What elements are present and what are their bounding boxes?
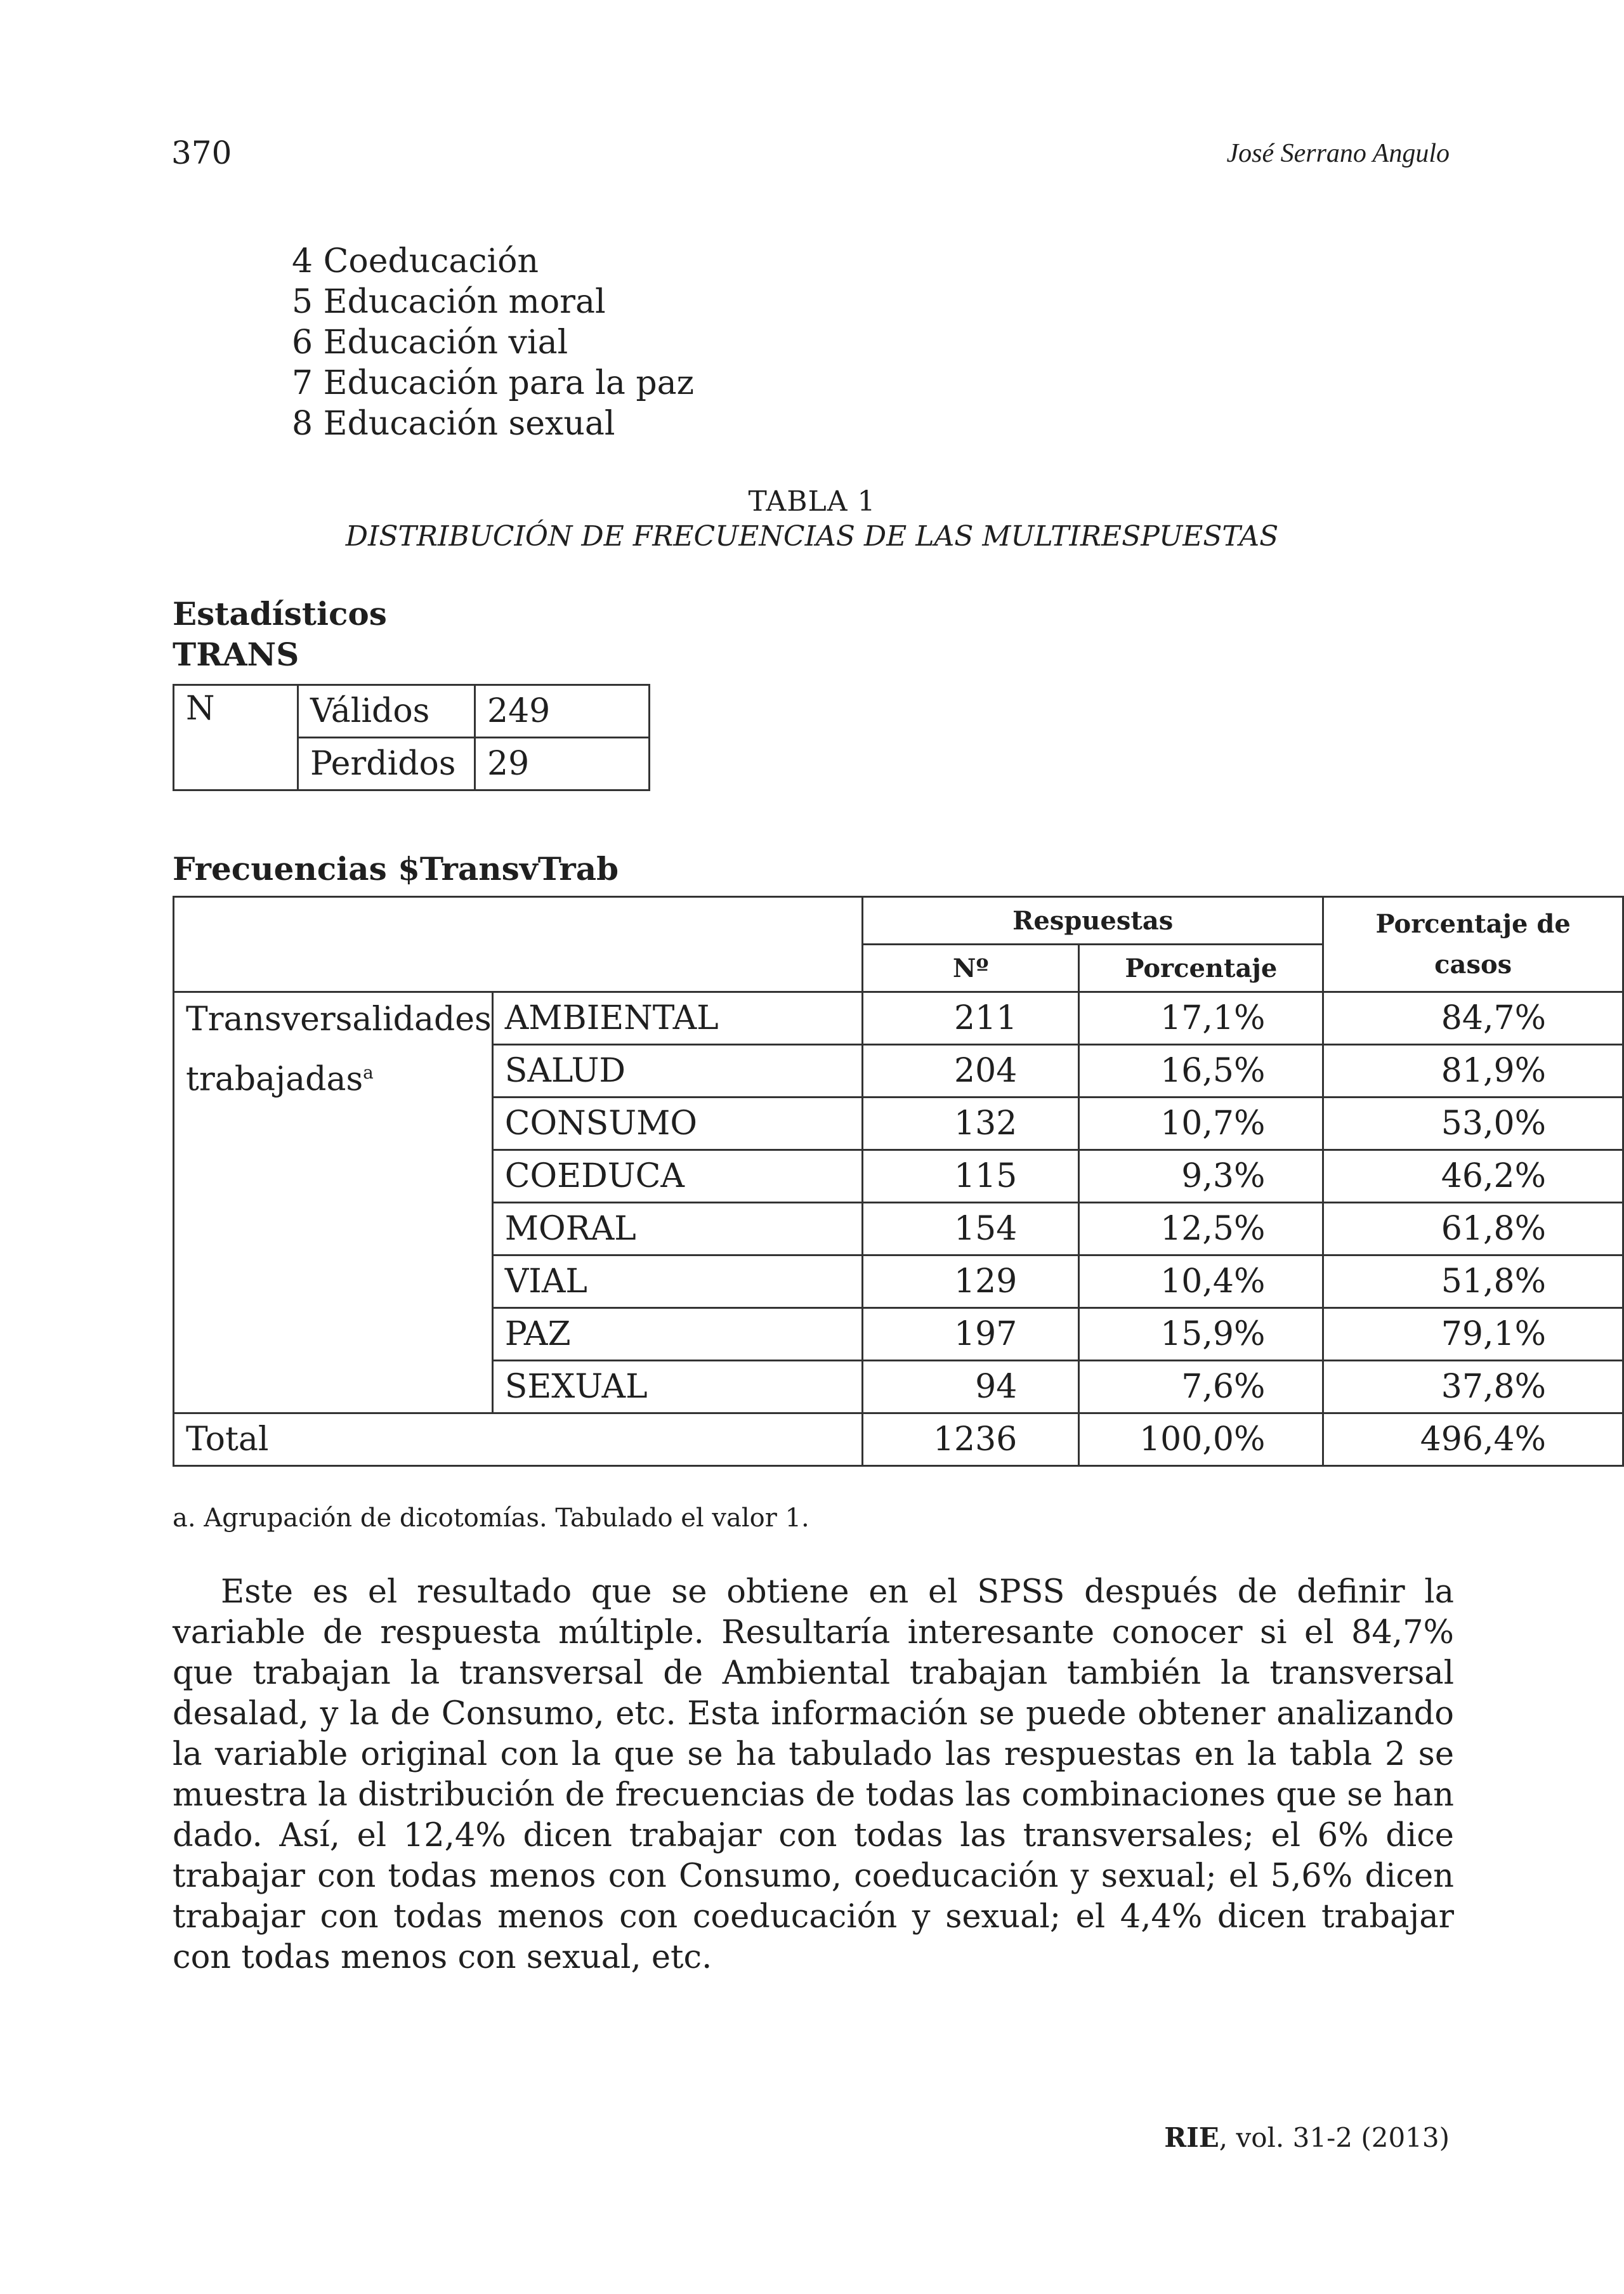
running-head: José Serrano Angulo — [1226, 139, 1450, 168]
list-item: 6 Educación vial — [292, 324, 568, 362]
total-label: Total — [174, 1413, 863, 1466]
header-blank-cell — [174, 897, 863, 992]
header-n: Nº — [863, 945, 1079, 992]
count-cell: 204 — [863, 1045, 1079, 1098]
table-row — [174, 992, 1623, 1045]
stats-variable: TRANS — [173, 636, 299, 673]
header-porcentaje: Porcentaje — [1079, 945, 1323, 992]
percent-cell: 15,9% — [1079, 1308, 1323, 1361]
cases-cell: 81,9% — [1323, 1045, 1623, 1098]
count-cell: 94 — [863, 1361, 1079, 1413]
cases-cell: 53,0% — [1323, 1098, 1623, 1150]
count-cell: 211 — [863, 992, 1079, 1045]
cases-cell: 79,1% — [1323, 1308, 1623, 1361]
stats-n-label: N — [174, 685, 298, 790]
category-cell: VIAL — [492, 1255, 862, 1308]
group-label-line2: trabajadas — [186, 1060, 363, 1099]
stats-heading: Estadísticos — [173, 595, 387, 632]
percent-cell: 10,4% — [1079, 1255, 1323, 1308]
stats-row-label: Válidos — [298, 685, 475, 738]
header-respuestas: Respuestas — [863, 897, 1323, 945]
group-label — [174, 992, 493, 1413]
stats-row-label: Perdidos — [298, 738, 475, 790]
count-cell: 132 — [863, 1098, 1079, 1150]
footnote-marker: a — [363, 1062, 374, 1083]
page-footer — [1164, 2122, 1450, 2153]
journal-name: RIE — [1164, 2122, 1219, 2153]
body-paragraph: Este es el resultado que se obtiene en el SPSS después de definir la variable de respuesta múltiple. Resultaría interesante conocer si el 84,7% que trabajan la transversal de Ambiental trabajan también la transversal desalad, y la de Consumo, etc. Esta información se puede obtener analizando la variable original con la que se ha tabulado las respuestas en la tabla 2 se muestra la distribución de frecuencias de todas las combinaciones que se han dado. Así, el 12,4% dicen trabajar con todas las transversales; el 6% dice trabajar con todas menos con Consumo, coeducación y sexual; el 5,6% dicen trabajar con todas menos con coeducación y sexual; el 4,4% dicen trabajar con todas menos con sexual, etc. — [173, 1573, 1454, 1976]
cases-cell: 46,2% — [1323, 1150, 1623, 1203]
cases-cell: 37,8% — [1323, 1361, 1623, 1413]
cases-cell: 51,8% — [1323, 1255, 1623, 1308]
header-casos-line2: casos — [1434, 949, 1512, 980]
total-percent: 100,0% — [1079, 1413, 1323, 1466]
category-cell: PAZ — [492, 1308, 862, 1361]
table-total-row — [174, 1413, 1623, 1466]
stats-row-value: 29 — [475, 738, 650, 790]
header-casos-line1: Porcentaje de — [1375, 908, 1571, 939]
list-item: 8 Educación sexual — [292, 405, 615, 443]
category-cell: COEDUCA — [492, 1150, 862, 1203]
count-cell: 197 — [863, 1308, 1079, 1361]
category-cell: SALUD — [492, 1045, 862, 1098]
percent-cell: 7,6% — [1079, 1361, 1323, 1413]
stats-table — [173, 684, 650, 791]
table-caption-title: TABLA 1 — [748, 485, 876, 518]
list-item: 7 Educación para la paz — [292, 364, 695, 402]
table-caption-subtitle: DISTRIBUCIÓN DE FRECUENCIAS DE LAS MULTIRESPUESTAS — [345, 520, 1279, 553]
header-porcentaje-casos — [1323, 897, 1623, 992]
percent-cell: 10,7% — [1079, 1098, 1323, 1150]
cases-cell: 84,7% — [1323, 992, 1623, 1045]
category-cell: CONSUMO — [492, 1098, 862, 1150]
percent-cell: 17,1% — [1079, 992, 1323, 1045]
category-cell: SEXUAL — [492, 1361, 862, 1413]
category-cell: MORAL — [492, 1203, 862, 1255]
stats-row-value: 249 — [475, 685, 650, 738]
percent-cell: 9,3% — [1079, 1150, 1323, 1203]
percent-cell: 12,5% — [1079, 1203, 1323, 1255]
frequencies-table — [173, 896, 1624, 1467]
transversal-list — [292, 241, 694, 444]
count-cell: 129 — [863, 1255, 1079, 1308]
cases-cell: 61,8% — [1323, 1203, 1623, 1255]
percent-cell: 16,5% — [1079, 1045, 1323, 1098]
table-header-row — [174, 897, 1623, 945]
frequencies-heading: Frecuencias $TransvTrab — [173, 850, 619, 888]
count-cell: 115 — [863, 1150, 1079, 1203]
total-cases: 496,4% — [1323, 1413, 1623, 1466]
journal-volume: , vol. 31-2 (2013) — [1219, 2122, 1450, 2153]
total-count: 1236 — [863, 1413, 1079, 1466]
page-number: 370 — [171, 134, 232, 171]
category-cell: AMBIENTAL — [492, 992, 862, 1045]
list-item: 4 Coeducación — [292, 242, 539, 280]
table-footnote: a. Agrupación de dicotomías. Tabulado el valor 1. — [173, 1504, 809, 1533]
count-cell: 154 — [863, 1203, 1079, 1255]
list-item: 5 Educación moral — [292, 283, 606, 321]
table-row — [174, 685, 650, 738]
group-label-line1: Transversalidades — [186, 1000, 492, 1039]
